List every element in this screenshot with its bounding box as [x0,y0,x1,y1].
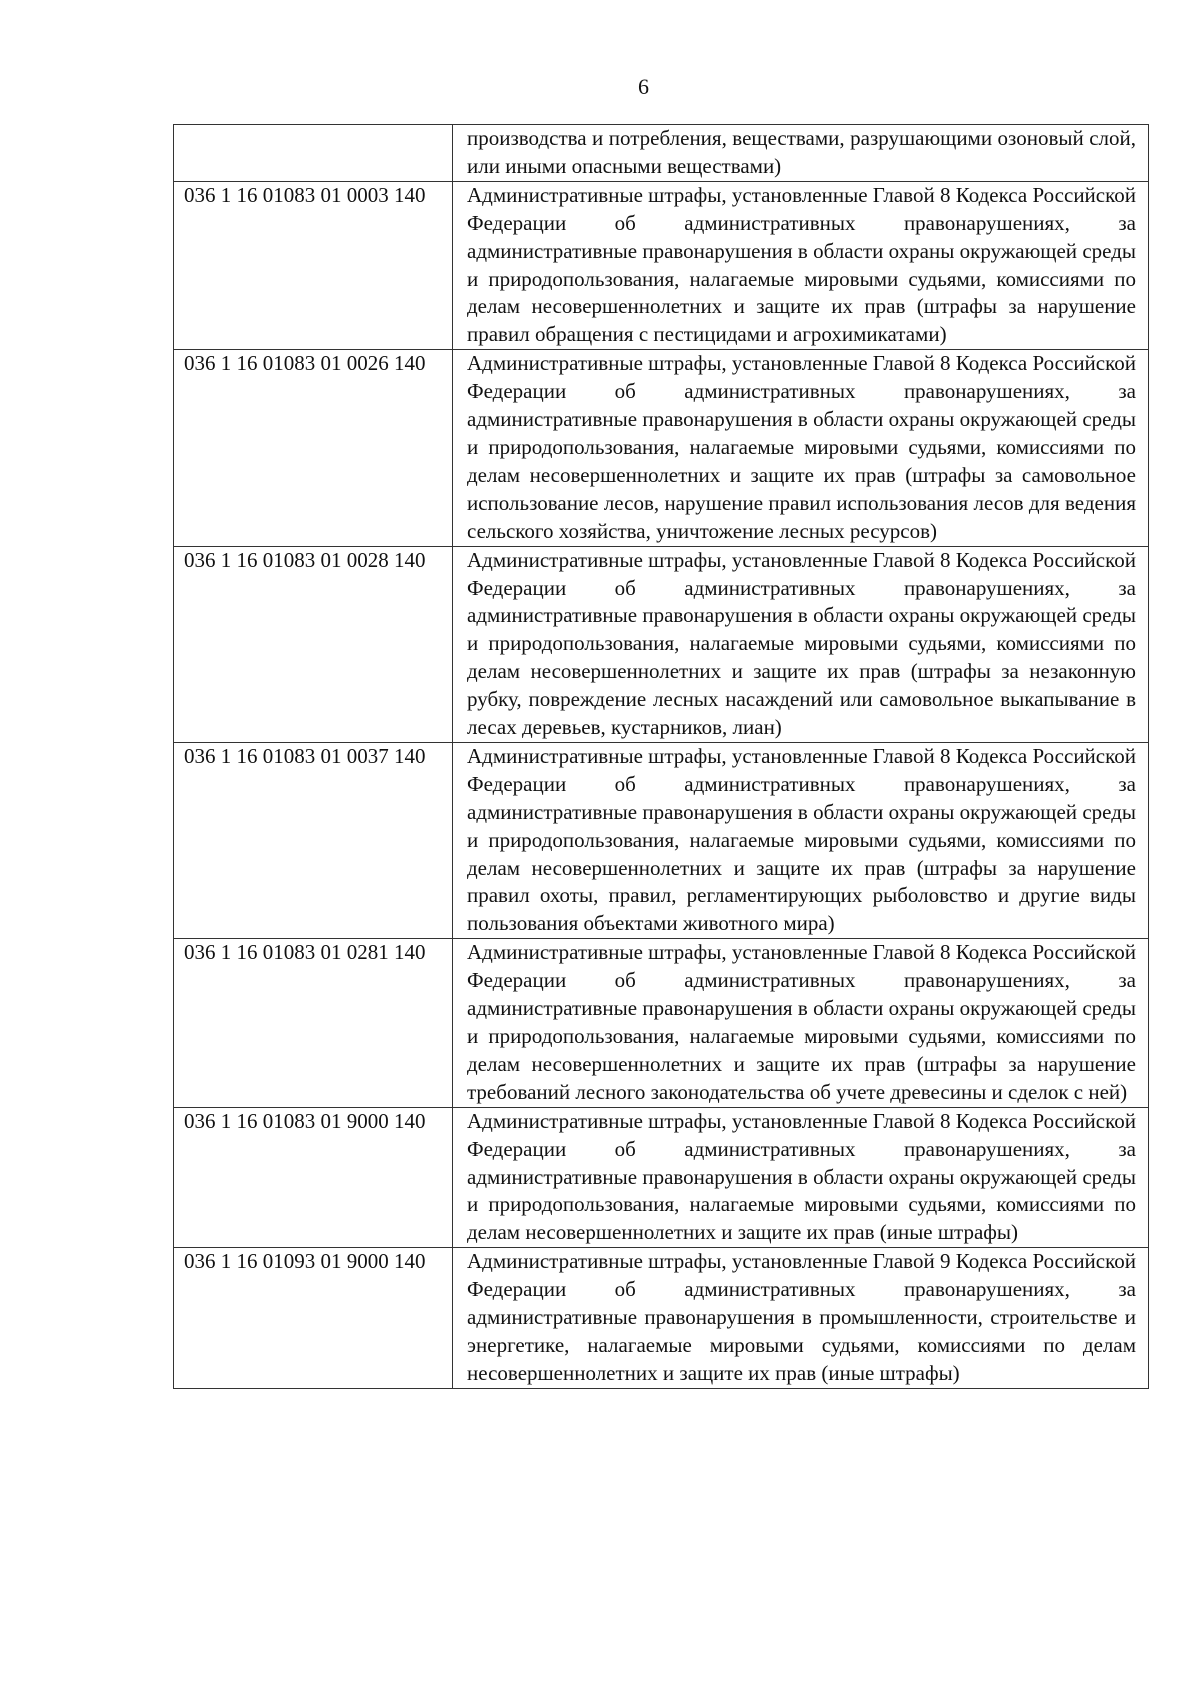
table-row [174,125,1149,182]
table-row [174,1107,1149,1248]
code-cell: 036 1 16 01083 01 0028 140 [174,546,453,742]
code-cell [174,125,453,182]
code-cell: 036 1 16 01083 01 0003 140 [174,181,453,349]
table-row [174,1248,1149,1389]
code-cell: 036 1 16 01083 01 9000 140 [174,1107,453,1248]
description-cell: производства и потребления, веществами, разрушающими озоновый слой, или иными опасными веществами) [453,125,1149,182]
code-cell: 036 1 16 01083 01 0037 140 [174,742,453,938]
description-cell: Административные штрафы, установленные Главой 8 Кодекса Российской Федерации об административных правонарушениях, за административные правонарушения в области охраны окружающей среды и природопользования, налагаемые мировыми судьями, комиссиями по делам несовершеннолетних и защите их прав (штрафы за незаконную рубку, повреждение лесных насаждений или самовольное выкапывание в лесах деревьев, кустарников, лиан) [453,546,1149,742]
table-row [174,546,1149,742]
description-cell: Административные штрафы, установленные Главой 8 Кодекса Российской Федерации об административных правонарушениях, за административные правонарушения в области охраны окружающей среды и природопользования, налагаемые мировыми судьями, комиссиями по делам несовершеннолетних и защите их прав (штрафы за нарушение требований лесного законодательства об учете древесины и сделок с ней) [453,939,1149,1107]
description-cell: Административные штрафы, установленные Главой 8 Кодекса Российской Федерации об административных правонарушениях, за административные правонарушения в области охраны окружающей среды и природопользования, налагаемые мировыми судьями, комиссиями по делам несовершеннолетних и защите их прав (штрафы за самовольное использование лесов, нарушение правил использования лесов для ведения сельского хозяйства, уничтожение лесных ресурсов) [453,350,1149,546]
description-cell: Административные штрафы, установленные Главой 9 Кодекса Российской Федерации об административных правонарушениях, за административные правонарушения в промышленности, строительстве и энергетике, налагаемые мировыми судьями, комиссиями по делам несовершеннолетних и защите их прав (иные штрафы) [453,1248,1149,1389]
code-cell: 036 1 16 01083 01 0281 140 [174,939,453,1107]
code-cell: 036 1 16 01083 01 0026 140 [174,350,453,546]
description-cell: Административные штрафы, установленные Главой 8 Кодекса Российской Федерации об административных правонарушениях, за административные правонарушения в области охраны окружающей среды и природопользования, налагаемые мировыми судьями, комиссиями по делам несовершеннолетних и защите их прав (иные штрафы) [453,1107,1149,1248]
table-row [174,742,1149,938]
description-cell: Административные штрафы, установленные Главой 8 Кодекса Российской Федерации об административных правонарушениях, за административные правонарушения в области охраны окружающей среды и природопользования, налагаемые мировыми судьями, комиссиями по делам несовершеннолетних и защите их прав (штрафы за нарушение правил охоты, правил, регламентирующих рыболовство и другие виды пользования объектами животного мира) [453,742,1149,938]
table-row [174,350,1149,546]
revenue-codes-table [173,124,1149,1389]
description-cell: Административные штрафы, установленные Главой 8 Кодекса Российской Федерации об административных правонарушениях, за административные правонарушения в области охраны окружающей среды и природопользования, налагаемые мировыми судьями, комиссиями по делам несовершеннолетних и защите их прав (штрафы за нарушение правил обращения с пестицидами и агрохимикатами) [453,181,1149,349]
table-row [174,181,1149,349]
table-row [174,939,1149,1107]
page-number: 6 [638,74,649,99]
code-cell: 036 1 16 01093 01 9000 140 [174,1248,453,1389]
